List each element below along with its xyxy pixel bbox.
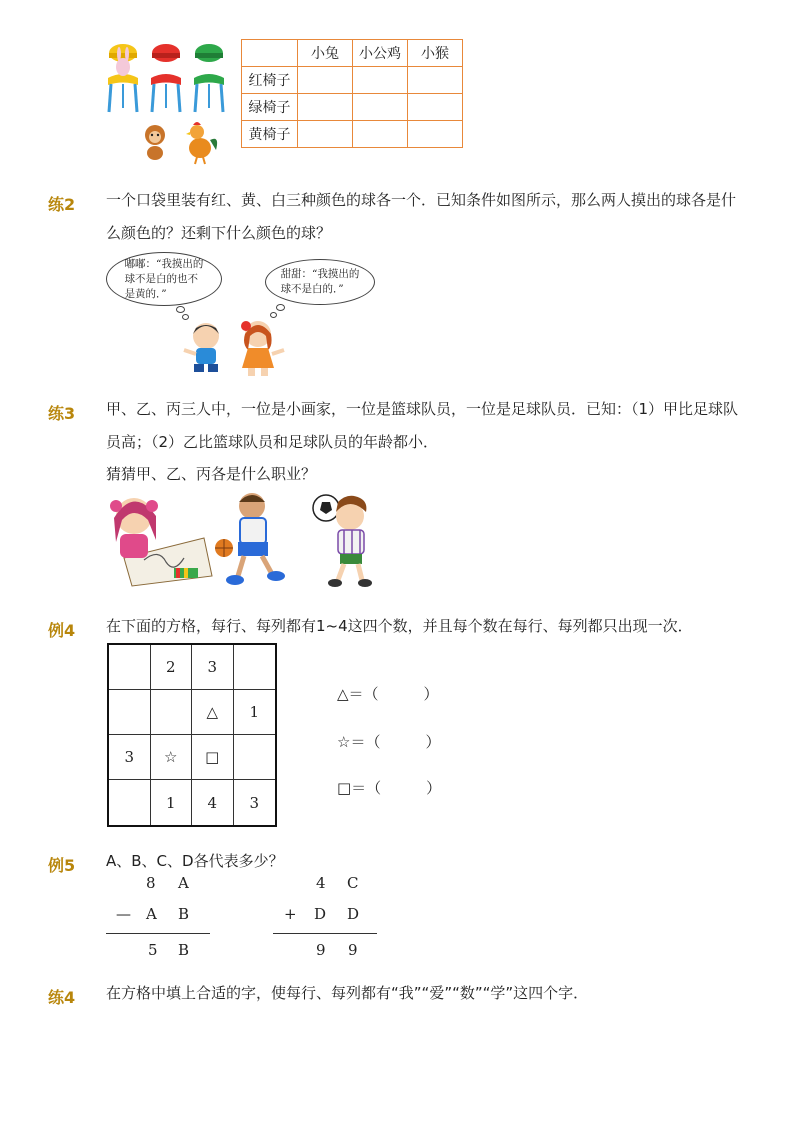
exercise-label-2: 练2 <box>48 195 76 214</box>
add-result-digit: 9 <box>316 941 326 959</box>
thought-bubble-right <box>265 259 375 305</box>
add-top-digit: 4 <box>316 874 326 892</box>
answer-star: ☆＝（ ） <box>337 733 441 751</box>
yellow-chair <box>108 44 138 112</box>
table-header-cell: 小猴 <box>408 40 463 67</box>
exercise-3-line-3: 猜猜甲、乙、丙各是什么职业？ <box>106 465 317 483</box>
exercise-2-line-1: 一个口袋里装有红、黄、白三种颜色的球各一个．已知条件如图所示，那么两人摸出的球各是什 <box>106 191 737 209</box>
grid-cell: 3 <box>192 645 234 690</box>
example-5-text: A、B、C、D各代表多少？ <box>106 852 284 870</box>
add-result-digit: 9 <box>348 941 358 959</box>
sub-result-digit: 5 <box>148 941 158 959</box>
boy-icon <box>184 323 219 372</box>
table-header-cell <box>242 40 298 67</box>
exercise-2-line-2: 么颜色的？还剩下什么颜色的球？ <box>106 224 332 242</box>
row-label: 绿椅子 <box>242 94 298 121</box>
table-cell <box>353 67 408 94</box>
three-children-illustration <box>104 488 376 590</box>
two-kids-illustration <box>176 316 294 378</box>
basketball-player-icon <box>215 493 285 585</box>
table-header-row <box>242 40 463 67</box>
add-operator: + <box>284 905 297 923</box>
painter-girl-icon <box>110 498 212 586</box>
example-label-4: 例4 <box>48 621 76 640</box>
table-row <box>242 67 463 94</box>
bubble-tail-dot <box>276 304 285 311</box>
sub-divider-line <box>106 933 210 934</box>
table-cell <box>353 121 408 148</box>
sub-operator: — <box>116 905 131 923</box>
number-grid <box>107 643 277 827</box>
answer-square: □＝（ ） <box>337 779 442 797</box>
table-cell <box>408 121 463 148</box>
sub-mid-digit: A <box>146 905 157 923</box>
chair-assignment-table <box>241 39 463 148</box>
bubble-text: 是黄的．” <box>124 287 167 300</box>
bubble-text: 嘟嘟：“我摸出的 <box>124 257 204 270</box>
grid-cell: 4 <box>192 780 234 825</box>
example-label-5: 例5 <box>48 856 76 875</box>
grid-cell: 1 <box>151 780 193 825</box>
table-cell <box>298 67 353 94</box>
red-chair <box>151 44 181 112</box>
monkey-icon <box>145 125 165 160</box>
exercise-3-line-2: 员高；（2）乙比篮球队员和足球队员的年龄都小． <box>106 433 439 451</box>
table-cell <box>408 67 463 94</box>
answer-triangle: △＝（ ） <box>337 685 439 703</box>
bubble-tail-dot <box>176 306 185 313</box>
grid-cell: □ <box>192 735 234 780</box>
bubble-text: 球不是白的也不 <box>124 272 199 285</box>
table-row <box>242 121 463 148</box>
row-label: 黄椅子 <box>242 121 298 148</box>
add-mid-digit: D <box>347 905 360 923</box>
exercise-label-4: 练4 <box>48 988 76 1007</box>
exercise-3-line-1: 甲、乙、丙三人中，一位是小画家，一位是篮球队员，一位是足球队员．已知：（1）甲比足球队 <box>106 400 739 418</box>
table-cell <box>408 94 463 121</box>
grid-cell: 3 <box>249 793 260 812</box>
grid-cell: 2 <box>151 645 193 690</box>
example-4-text: 在下面的方格，每行、每列都有1~4这四个数，并且每个数在每行、每列都只出现一次． <box>106 617 693 635</box>
grid-cell <box>109 645 151 690</box>
table-header-cell: 小兔 <box>298 40 353 67</box>
exercise-label-3: 练3 <box>48 404 76 423</box>
grid-cell <box>151 690 193 735</box>
sub-top-digit: A <box>178 874 189 892</box>
add-top-digit: C <box>347 874 359 892</box>
add-mid-digit: D <box>314 905 327 923</box>
table-row <box>242 94 463 121</box>
grid-cell <box>109 780 151 825</box>
grid-cell: △ <box>192 690 234 735</box>
girl-icon <box>241 321 284 376</box>
row-label: 红椅子 <box>242 67 298 94</box>
table-cell <box>298 121 353 148</box>
table-header-cell: 小公鸡 <box>353 40 408 67</box>
exercise-4-text: 在方格中填上合适的字，使每行、每列都有“我”“爱”“数”“学”这四个字． <box>106 984 589 1002</box>
sub-result-digit: B <box>178 941 190 959</box>
sub-top-digit: 8 <box>146 874 156 892</box>
grid-cell <box>109 690 151 735</box>
grid-cell: 1 <box>234 690 276 735</box>
grid-cell <box>234 735 276 780</box>
grid-cell: ☆ <box>151 735 193 780</box>
bubble-text: 球不是白的．” <box>280 283 344 295</box>
grid-cell <box>234 645 276 690</box>
sub-mid-digit: B <box>178 905 190 923</box>
soccer-player-icon <box>313 495 372 587</box>
add-divider-line <box>273 933 377 934</box>
thought-bubble-left <box>106 252 222 306</box>
bubble-text: 甜甜：“我摸出的 <box>280 268 360 280</box>
rooster-icon <box>186 122 217 164</box>
grid-cell: 3 <box>109 735 151 780</box>
green-chair <box>194 44 224 112</box>
table-cell <box>298 94 353 121</box>
table-cell <box>353 94 408 121</box>
chairs-illustration <box>100 40 235 168</box>
